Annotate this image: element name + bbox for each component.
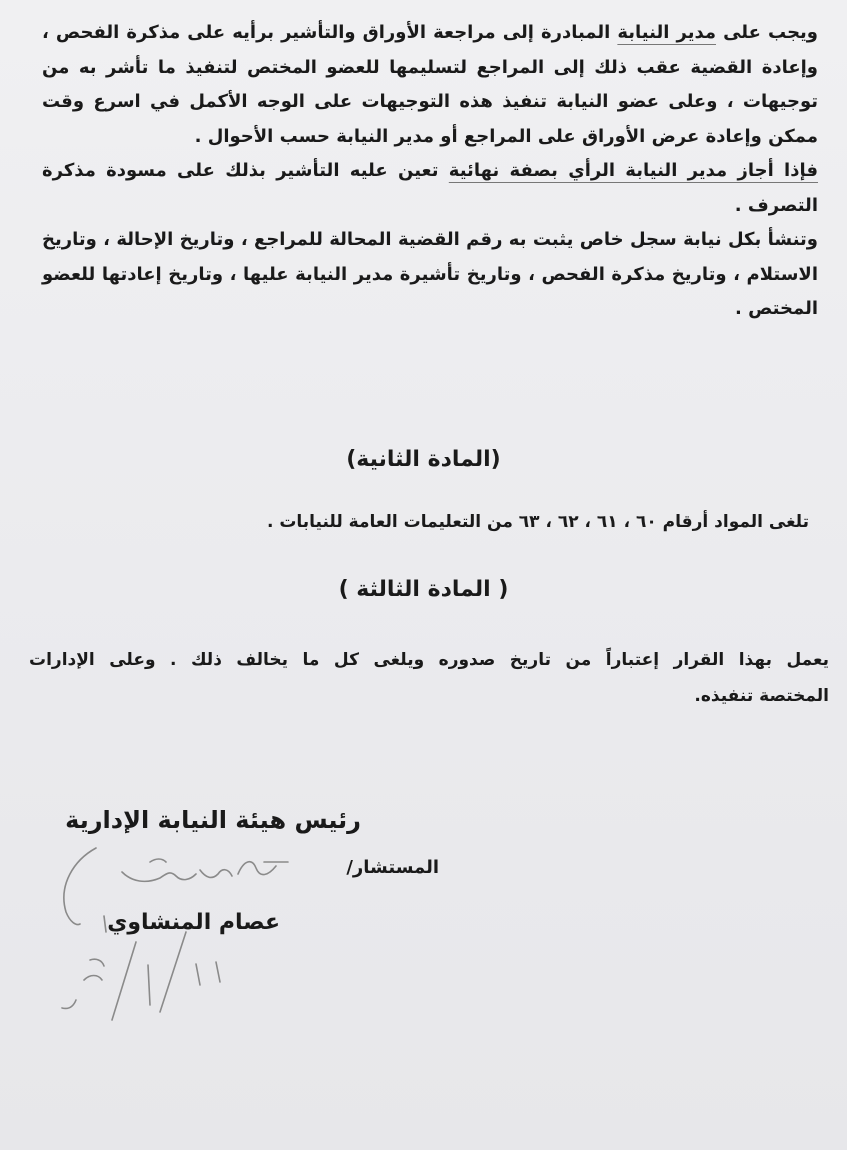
article2-heading: (المادة الثانية) (346, 447, 501, 472)
article3-heading: ( المادة الثالثة ) (338, 577, 509, 602)
paragraph-text: ويجب على (716, 22, 818, 43)
article3-text-line2: المختصة تنفيذه. (694, 686, 829, 706)
article2-text: تلغى المواد أرقام ٦٠ ، ٦١ ، ٦٢ ، ٦٣ من التعليمات العامة للنيابات . (266, 512, 809, 532)
signatory-name: عصام المنشاوي (107, 910, 280, 935)
paragraph-text: تعين عليه التأشير بذلك على مسودة مذكرة التصرف . (42, 160, 818, 216)
signatory-title: رئيس هيئة النيابة الإدارية (65, 806, 361, 834)
underlined-phrase: فإذا أجاز مدير النيابة الرأي بصفة نهائية (448, 160, 819, 181)
paragraph-text: المبادرة إلى مراجعة الأوراق والتأشير برأيه على مذكرة الفحص ، وإعادة القضية عقب ذلك إلى المراجع لتسليمها للعضو المختص لتنفيذ ما تأشر به من توجيهات ، وعلى عضو النيابة تنفيذ هذه التوجيهات على الوجه الأكمل في اسرع وقت ممكن وإعادة عرض الأوراق على المراجع أو مدير النيابة حسب الأحوال . (42, 22, 818, 147)
article3-text-line1: يعمل بهذا القرار إعتباراً من تاريخ صدوره ويلغى كل ما يخالف ذلك . وعلى الإدارات (29, 650, 829, 670)
signatory-role: المستشار/ (346, 857, 439, 878)
underlined-phrase: مدير النيابة (617, 22, 717, 43)
paragraph-register: وتنشأ بكل نيابة سجل خاص يثبت به رقم القضية المحالة للمراجع ، وتاريخ الإحالة ، وتاريخ الاستلام ، وتاريخ مذكرة الفحص ، وتاريخ تأشيرة مدير النيابة عليها ، وتاريخ إعادتها للعضو المختص . (42, 229, 818, 319)
